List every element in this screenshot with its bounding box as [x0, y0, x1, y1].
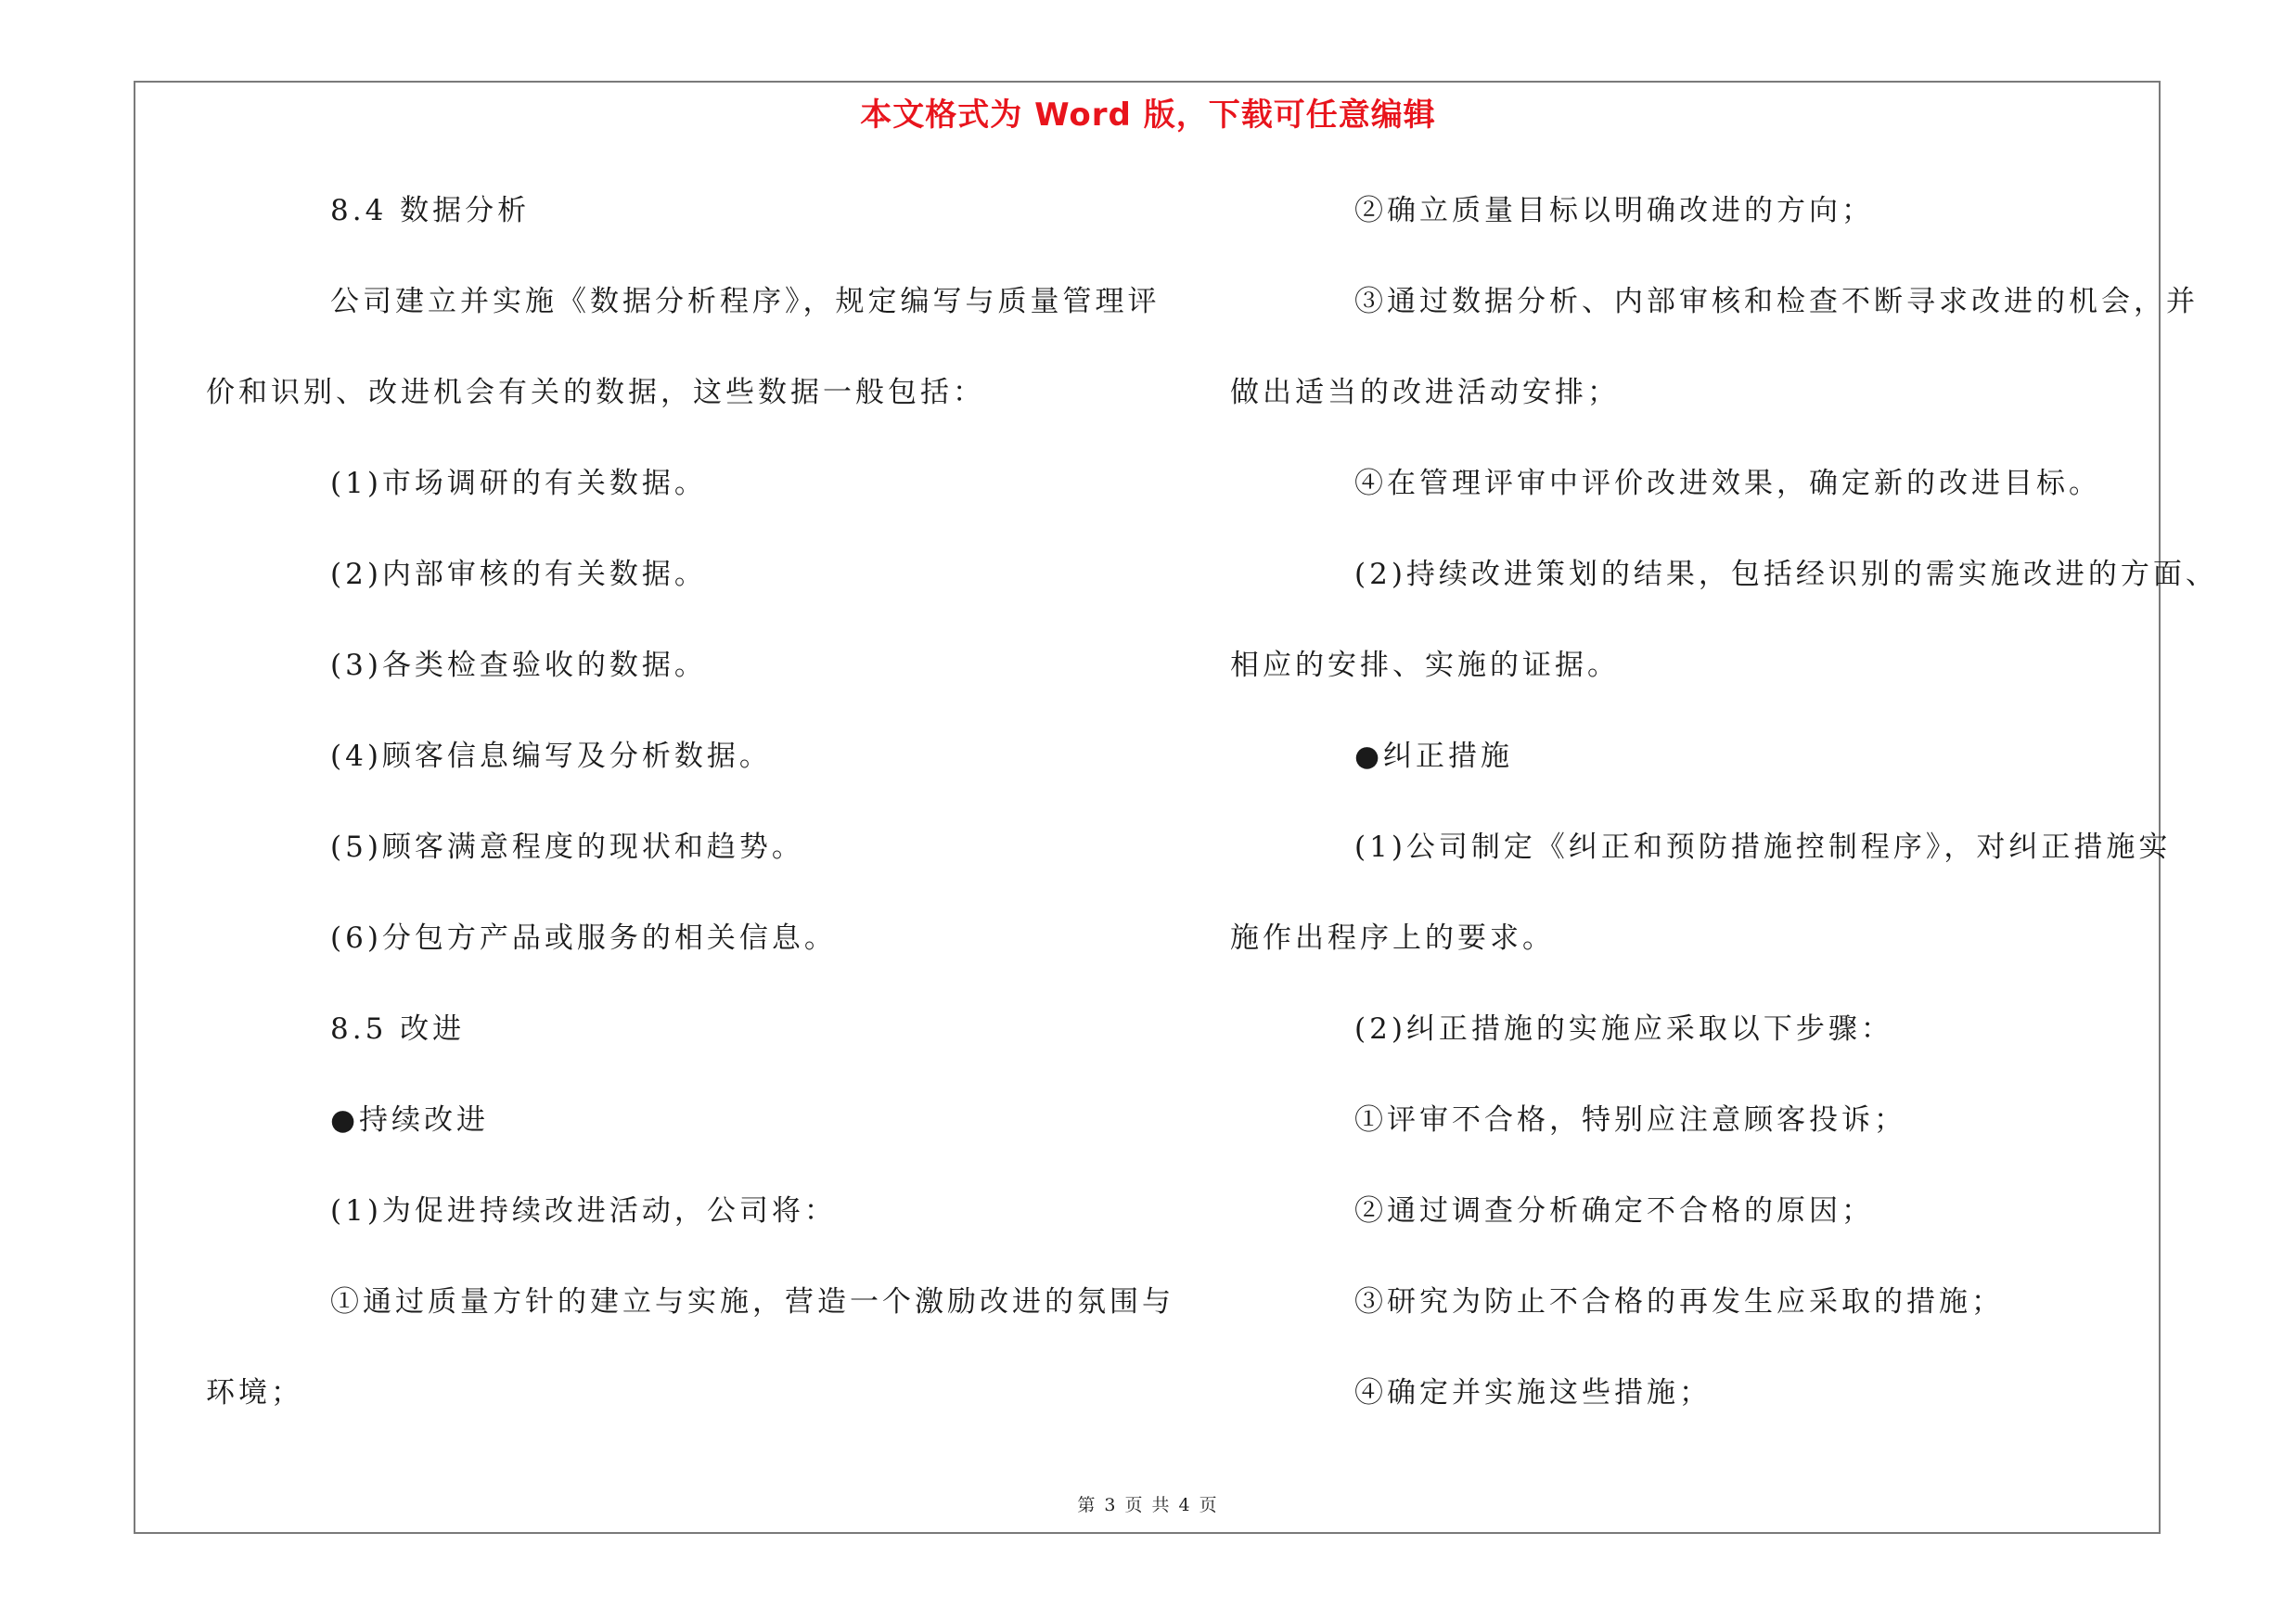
list-item: ①通过质量方针的建立与实施，营造一个激励改进的氛围与: [330, 1285, 1174, 1319]
list-item: ②确立质量目标以明确改进的方向；: [1354, 194, 1874, 227]
list-item-continuation: 做出适当的改进活动安排；: [1230, 376, 1620, 409]
list-item: (2)内部审核的有关数据。: [330, 558, 707, 591]
list-item: ③研究为防止不合格的再发生应采取的措施；: [1354, 1285, 2004, 1319]
list-item: (1)公司制定《纠正和预防措施控制程序》，对纠正措施实: [1354, 831, 2172, 864]
section-heading-8-5: 8.5 改进: [330, 1012, 466, 1046]
list-item: ②通过调查分析确定不合格的原因；: [1354, 1194, 1874, 1228]
list-item: ④在管理评审中评价改进效果，确定新的改进目标。: [1354, 467, 2101, 500]
list-item: (3)各类检查验收的数据。: [330, 649, 707, 682]
list-item: (4)顾客信息编写及分析数据。: [330, 740, 772, 773]
subheading-continuous-improvement: ●持续改进: [330, 1103, 490, 1137]
list-item: (5)顾客满意程度的现状和趋势。: [330, 831, 804, 864]
list-item: (1)为促进持续改进活动，公司将：: [330, 1194, 837, 1228]
paragraph-line: 价和识别、改进机会有关的数据，这些数据一般包括：: [206, 376, 985, 409]
list-item-continuation: 施作出程序上的要求。: [1230, 921, 1555, 955]
editable-notice-banner: 本文格式为 Word 版，下载可任意编辑: [860, 97, 1436, 134]
list-item: (6)分包方产品或服务的相关信息。: [330, 921, 837, 955]
list-item: ①评审不合格，特别应注意顾客投诉；: [1354, 1103, 1906, 1137]
section-heading-8-4: 8.4 数据分析: [330, 194, 531, 227]
paragraph-line: 公司建立并实施《数据分析程序》，规定编写与质量管理评: [330, 285, 1161, 318]
list-item: ④确定并实施这些措施；: [1354, 1376, 1712, 1410]
list-item: ③通过数据分析、内部审核和检查不断寻求改进的机会，并: [1354, 285, 2199, 318]
list-item: (2)纠正措施的实施应采取以下步骤：: [1354, 1012, 1893, 1046]
subheading-corrective-action: ●纠正措施: [1354, 740, 1514, 773]
list-item-continuation: 相应的安排、实施的证据。: [1230, 649, 1620, 682]
page-number-footer: 第 3 页 共 4 页: [1077, 1495, 1219, 1515]
list-item-continuation: 环境；: [206, 1376, 303, 1410]
list-item: (1)市场调研的有关数据。: [330, 467, 707, 500]
list-item: (2)持续改进策划的结果，包括经识别的需实施改进的方面、: [1354, 558, 2218, 591]
